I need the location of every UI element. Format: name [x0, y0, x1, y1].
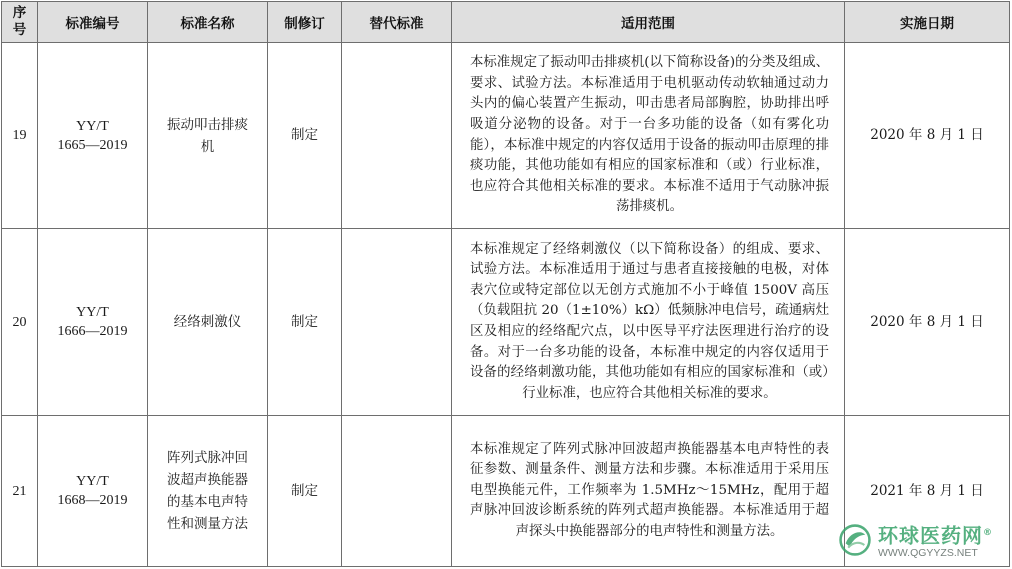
header-revision: 制修订: [268, 2, 342, 43]
header-code: 标准编号: [38, 2, 148, 43]
cell-date: 2021 年 8 月 1 日: [845, 416, 1010, 567]
cell-code: [38, 229, 148, 416]
code-prefix: YY/T: [76, 305, 109, 320]
cell-replace: [342, 229, 452, 416]
header-scope: 适用范围: [452, 2, 845, 43]
standards-table: [1, 1, 1010, 567]
registered-mark: ®: [983, 527, 993, 538]
cell-revision: 制定: [268, 416, 342, 567]
cell-seq: 19: [2, 43, 38, 229]
cell-scope: 本标准规定了振动叩击排痰机(以下简称设备)的分类及组成、要求、试验方法。本标准适用于电机驱动传动软轴通过动力头内的偏心装置产生振动，叩击患者局部胸腔，协助排出呼吸道分泌物的设备。对于一台多功能的设备（如有雾化功能），本标准中规定的内容仅适用于设备的振动叩击原理的排痰功能，其他功能如有相应的国家标准和（或）行业标准，也应符合其他相关标准的要求。本标准不适用于气动脉冲振荡排痰机。: [452, 43, 845, 229]
code-number: 1668—2019: [57, 493, 128, 508]
header-date: 实施日期: [845, 2, 1010, 43]
cell-scope: 本标准规定了经络刺激仪（以下简称设备）的组成、要求、试验方法。本标准适用于通过与患者直接接触的电极，对体表穴位或特定部位以无创方式施加不小于峰值 1500V 高压（负载阻抗 20（1±10%）kΩ）低频脉冲电信号，疏通病灶区及相应的经络配穴点，以中医导平疗法医理进行治疗的设备。对于一台多功能的设备，本标准中规定的内容仅适用于设备的经络刺激功能，其他功能如有相应的国家标准和（或）行业标准，也应符合其他相关标准的要求。: [452, 229, 845, 416]
cell-seq: 20: [2, 229, 38, 416]
code-prefix: YY/T: [76, 474, 109, 489]
table-header-row: [2, 2, 1010, 43]
cell-name: 经络刺激仪: [148, 229, 268, 416]
cell-date: 2020 年 8 月 1 日: [845, 43, 1010, 229]
watermark-text: [878, 521, 993, 560]
watermark-title: 环球医药网®: [878, 523, 993, 548]
watermark-url: WWW.QGYYZS.NET: [878, 547, 978, 560]
cell-code: [38, 43, 148, 229]
header-replace: 替代标准: [342, 2, 452, 43]
code-prefix: YY/T: [76, 118, 109, 134]
cell-name: 振动叩击排痰机: [148, 43, 268, 229]
cell-name: 阵列式脉冲回波超声换能器的基本电声特性和测量方法: [148, 416, 268, 567]
cell-replace: [342, 416, 452, 567]
header-seq: 序号: [2, 2, 38, 43]
site-watermark: [838, 517, 1008, 563]
code-number: 1666—2019: [57, 324, 128, 339]
cell-date: 2020 年 8 月 1 日: [845, 229, 1010, 416]
cell-code: [38, 416, 148, 567]
table-row: [2, 43, 1010, 229]
table-row: [2, 229, 1010, 416]
cell-revision: 制定: [268, 229, 342, 416]
cell-revision: 制定: [268, 43, 342, 229]
header-name: 标准名称: [148, 2, 268, 43]
cell-seq: 21: [2, 416, 38, 567]
cell-replace: [342, 43, 452, 229]
cell-scope: 本标准规定了阵列式脉冲回波超声换能器基本电声特性的表征参数、测量条件、测量方法和步骤。本标准适用于采用压电型换能元件，工作频率为 1.5MHz～15MHz，配用于超声脉冲回波诊断系统的阵列式超声换能器。本标准适用于超声探头中换能器部分的电声特性和测量方法。: [452, 416, 845, 567]
globe-leaf-logo-icon: [838, 523, 872, 557]
code-number: 1665—2019: [57, 137, 128, 153]
